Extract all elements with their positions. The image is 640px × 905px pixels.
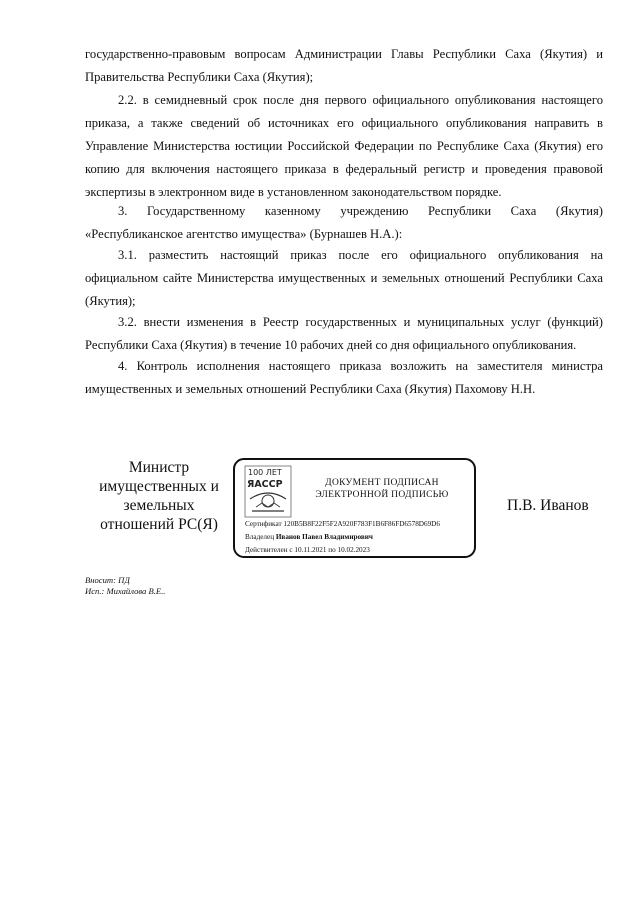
- anniversary-emblem-icon: [244, 465, 292, 518]
- introduced-by: Вносит: ПД: [85, 575, 130, 585]
- electronic-signature-stamp: [233, 458, 476, 558]
- paragraph-1: государственно-правовым вопросам Администрации Главы Республики Саха (Якутия) и Правительства Республики Саха (Якутия);: [85, 47, 603, 84]
- paragraph-3-2: 3.2. внести изменения в Реестр государственных и муниципальных услуг (функций) Республики Саха (Якутия) в течение 10 рабочих дней со дня официального опубликования.: [85, 315, 603, 352]
- svg-text:ЯАССР: ЯАССР: [247, 479, 283, 490]
- stamp-validity: Действителен с 10.11.2021 по 10.02.2023: [245, 546, 370, 554]
- paragraph-3: 3. Государственному казенному учреждению Республики Саха (Якутия) «Республиканское агентство имущества» (Бурнашев Н.А.):: [85, 204, 603, 241]
- stamp-certificate: Сертификат 120B5B8F22F5F2A920F783F1B6F86FD6578D69D6: [245, 520, 440, 528]
- executor: Исп.: Михайлова В.Е..: [85, 586, 166, 596]
- paragraph-3-1: 3.1. разместить настоящий приказ после его официального опубликования на официальном сайте Министерства имущественных и земельных отношений Республики Саха (Якутия);: [85, 248, 603, 308]
- svg-text:100 ЛЕТ: 100 ЛЕТ: [248, 468, 282, 477]
- document-footer: [85, 575, 165, 597]
- signatory-name: П.В. Иванов: [507, 497, 589, 514]
- signatory-title: Министр имущественных и земельных отношений РС(Я): [99, 459, 219, 533]
- stamp-heading: ДОКУМЕНТ ПОДПИСАН ЭЛЕКТРОННОЙ ПОДПИСЬЮ: [315, 478, 449, 500]
- paragraph-4: 4. Контроль исполнения настоящего приказа возложить на заместителя министра имущественных и земельных отношений Республики Саха (Якутия) Пахомову Н.Н.: [85, 359, 603, 396]
- paragraph-2-2: 2.2. в семидневный срок после дня первого официального опубликования настоящего приказа, а также сведений об источниках его официального опубликования направить в Управление Министерства юстиции Российской Федерации по Республике Саха (Якутия) его копию для включения настоящего приказа в федеральный регистр и проведения правовой экспертизы в электронном виде в установленном законодательством порядке.: [85, 93, 603, 199]
- stamp-owner: Владелец Иванов Павел Владимирович: [245, 533, 373, 541]
